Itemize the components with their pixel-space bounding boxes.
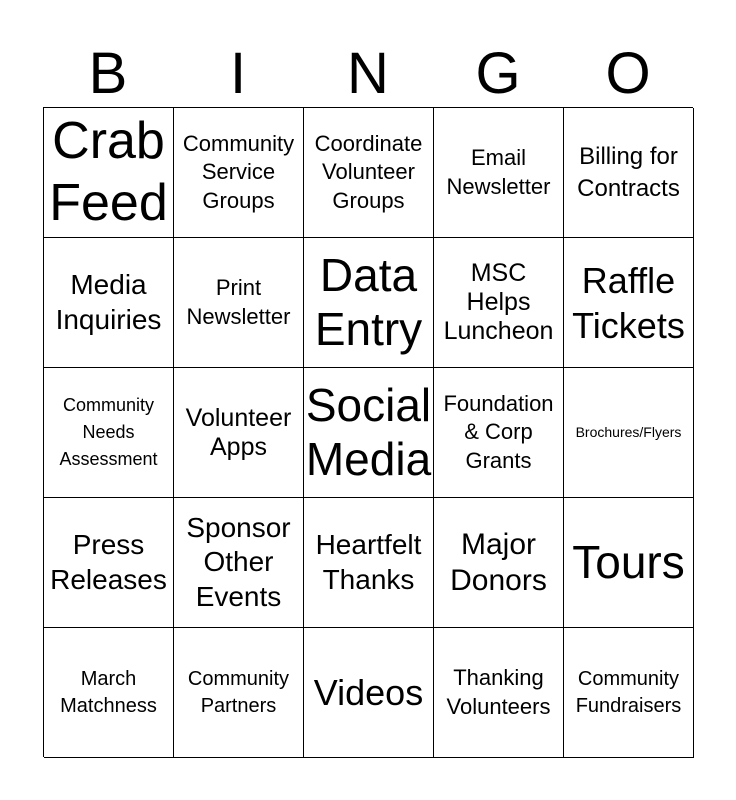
bingo-cell[interactable]: Email Newsletter [434,108,564,238]
bingo-cell[interactable]: Community Partners [174,628,304,758]
bingo-cell[interactable]: Media Inquiries [44,238,174,368]
bingo-cell[interactable]: Heartfelt Thanks [304,498,434,628]
bingo-cell[interactable]: Foundation & Corp Grants [434,368,564,498]
bingo-cell[interactable]: March Matchness [44,628,174,758]
bingo-cell[interactable]: Crab Feed [44,108,174,238]
bingo-cell[interactable]: Sponsor Other Events [174,498,304,628]
bingo-cell[interactable]: Press Releases [44,498,174,628]
bingo-cell[interactable]: Billing for Contracts [564,108,694,238]
bingo-cell[interactable]: Brochures/Flyers [564,368,694,498]
bingo-cell[interactable]: Print Newsletter [174,238,304,368]
bingo-cell[interactable]: Data Entry [304,238,434,368]
bingo-cell[interactable]: Thanking Volunteers [434,628,564,758]
bingo-cell[interactable]: Community Service Groups [174,108,304,238]
bingo-cell[interactable]: Videos [304,628,434,758]
header-letter-g: G [475,41,521,106]
bingo-cell[interactable]: Raffle Tickets [564,238,694,368]
bingo-cell[interactable]: Community Needs Assessment [44,368,174,498]
header-letter-i: I [229,41,247,106]
bingo-cell[interactable]: Volunteer Apps [174,368,304,498]
bingo-cell[interactable]: Coordinate Volunteer Groups [304,108,434,238]
bingo-header [43,40,693,108]
bingo-cell[interactable]: Tours [564,498,694,628]
bingo-board [43,107,693,757]
bingo-cell[interactable]: Major Donors [434,498,564,628]
bingo-cell[interactable]: Community Fundraisers [564,628,694,758]
bingo-cell[interactable]: MSC Helps Luncheon [434,238,564,368]
header-letter-b: B [88,41,128,106]
header-letter-n: N [347,41,389,106]
header-letter-o: O [605,41,651,106]
bingo-cell[interactable]: Social Media [304,368,434,498]
